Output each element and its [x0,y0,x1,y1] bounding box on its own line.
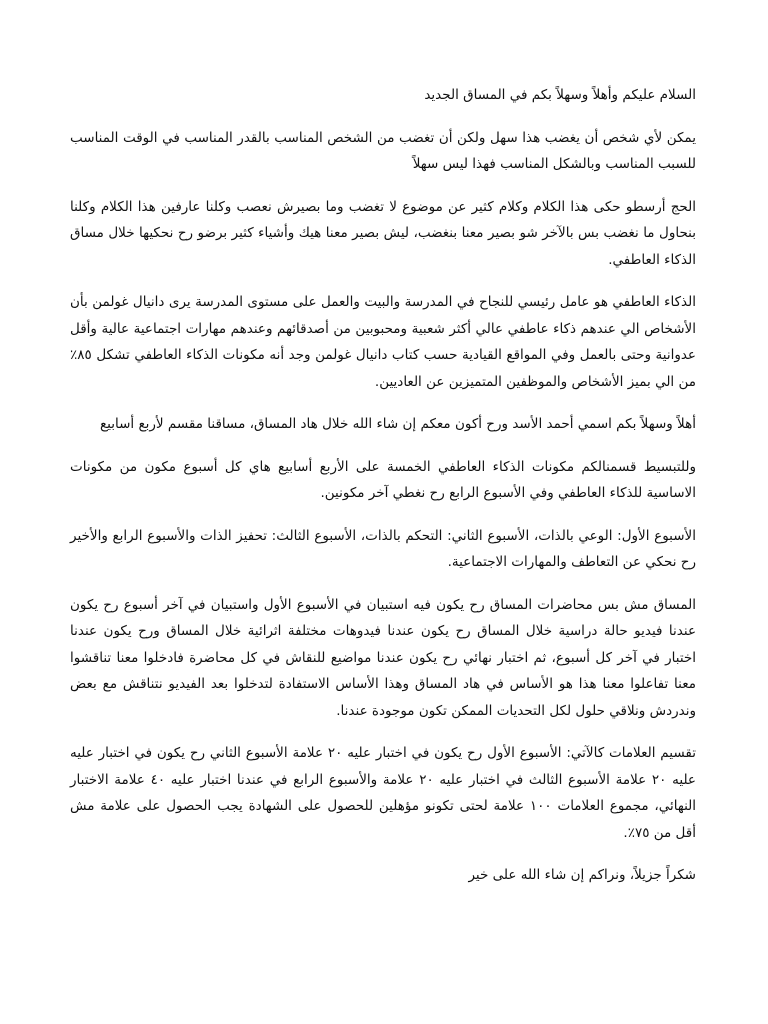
grading-paragraph: تقسيم العلامات كالآتي: الأسبوع الأول رح يكون في اختبار عليه ٢٠ علامة الأسبوع الثاني رح يكون في اختبار عليه عليه ٢٠ علامة الأسبوع الثالث في اختبار عليه ٢٠ علامة والأسبوع الرابع في عندنا اختبار عليه ٤٠ علامة الاختبار النهائي، مجموع العلامات ١٠٠ علامة لحتى تكونو مؤهلين للحصول على الشهادة يجب الحصول على علامة مش أقل من ٧٥٪. [70,745,697,841]
course-structure-paragraph: وللتبسيط قسمنالكم مكونات الذكاء العاطفي الخمسة على الأربع أسابيع هاي كل أسبوع مكون من مكونات الاساسية للذكاء العاطفي وفي الأسبوع الرابع رح نغطي آخر مكونين. [70,458,696,501]
closing-paragraph: شكراً جزيلاً، ونراكم إن شاء الله على خير [468,867,696,883]
instructor-intro-paragraph: أهلاً وسهلاً بكم اسمي أحمد الأسد ورح أكون معكم إن شاء الله خلال هاد المساق، مساقنا مقسم لأربع أسابيع [99,416,696,432]
document-body [70,82,696,905]
course-activities-paragraph: المساق مش بس محاضرات المساق رح يكون فيه استبيان في الأسبوع الأول واستبيان في آخر أسبوع رح يكون عندنا فيديو حالة دراسية خلال المساق رح يكون عندنا فيدوهات مختلفة اثرائية خلال المساق ورح يكون عندنا اختبار في آخر كل أسبوع، ثم اختبار نهائي رح يكون عندنا مواضيع للنقاش في كل محاضرة فادخلوا معنا تناقشوا معنا تفاعلوا معنا هذا هو الأساس في هاد المساق وهذا الأساس الاستفادة لتدخلوا بعد الفيديو نتناقش مع بعض وندردش ونلاقي حلول لكل التحديات الممكن تكون موجودة عندنا. [70,596,696,719]
emotional-intelligence-paragraph: الذكاء العاطفي هو عامل رئيسي للنجاح في المدرسة والبيت والعمل على مستوى المدرسة يرى دانيال غولمن بأن الأشخاص الي عندهم ذكاء عاطفي عالي أكثر شعبية ومحبوبين من أصدقائهم وعندهم مهارات اجتماعية عالية وأقل عدوانية وحتى بالعمل وفي المواقع القيادية حسب كتاب دانيال غولمن وجد أنه مكونات الذكاء العاطفي تشكل ٨٥٪ من الي بميز الأشخاص والموظفين المتميزين عن العاديين. [70,294,696,390]
anger-discussion-paragraph: الحج أرسطو حكى هذا الكلام وكلام كثير عن موضوع لا تغضب وما بصيرش نعصب وكلنا عارفين هذا الكلام وكلنا بنحاول ما نغضب بس بالآخر شو بصير معنا بنغضب، ليش بصير معنا هيك وأشياء كثير برضو رح نحكيها خلال مساق الذكاء العاطفي. [70,198,696,268]
aristotle-quote-paragraph: يمكن لأي شخص أن يغضب هذا سهل ولكن أن تغضب من الشخص المناسب بالقدر المناسب في الوقت المناسب للسبب المناسب وبالشكل المناسب فهذا ليس سهلاً [70,129,696,172]
weekly-topics-paragraph: الأسبوع الأول: الوعي بالذات، الأسبوع الثاني: التحكم بالذات، الأسبوع الثالث: تحفيز الذات والأسبوع الرابع والأخير رح نحكي عن التعاطف والمهارات الاجتماعية. [70,527,696,570]
greeting-paragraph: السلام عليكم وأهلاً وسهلاً بكم في المساق الجديد [424,87,696,103]
